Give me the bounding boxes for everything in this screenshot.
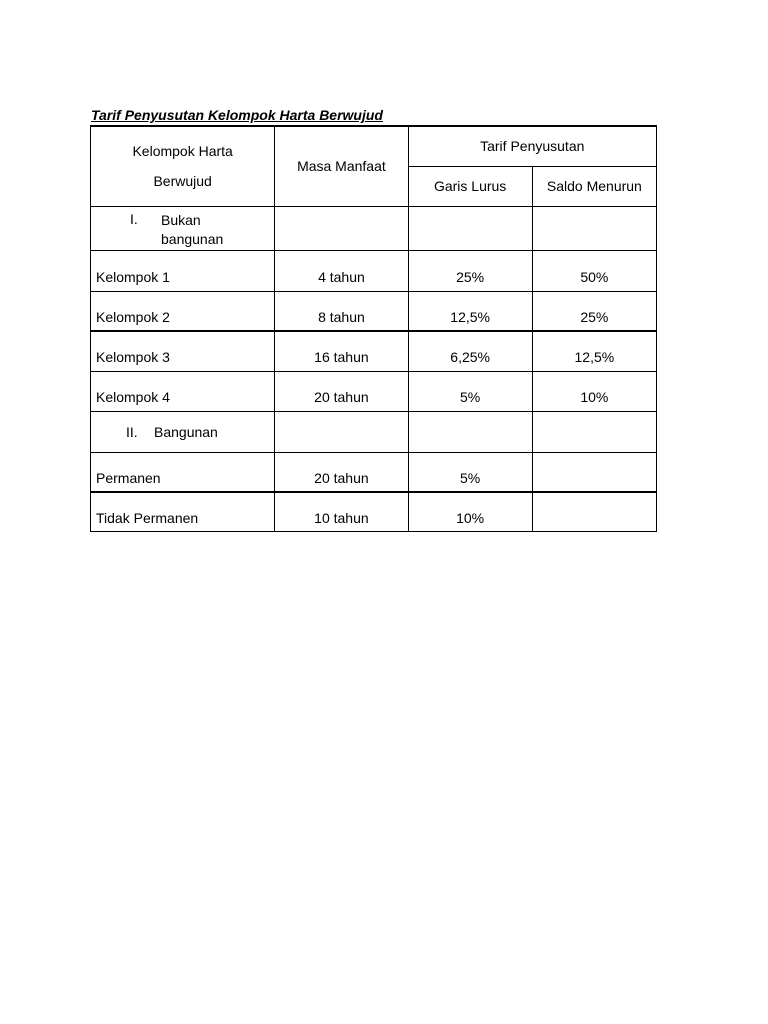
declining-cell <box>532 452 656 492</box>
header-useful-life: Masa Manfaat <box>275 126 408 206</box>
header-row-1 <box>91 126 657 166</box>
declining-cell: 50% <box>532 250 656 291</box>
header-declining-balance: Saldo Menurun <box>532 166 656 206</box>
straight-cell: 10% <box>408 492 532 531</box>
section1-label-line2: bangunan <box>161 230 224 247</box>
life-cell: 4 tahun <box>275 250 408 291</box>
section1-label-line1: Bukan <box>161 211 201 228</box>
section2-label: Bangunan <box>154 423 218 440</box>
life-cell: 20 tahun <box>275 452 408 492</box>
table-row <box>91 250 657 291</box>
header-straight-line: Garis Lurus <box>408 166 532 206</box>
straight-cell: 5% <box>408 452 532 492</box>
group-cell: Kelompok 3 <box>91 331 275 371</box>
life-cell: 8 tahun <box>275 291 408 331</box>
header-group-cell <box>91 126 275 206</box>
life-cell: 16 tahun <box>275 331 408 371</box>
header-rate: Tarif Penyusutan <box>408 126 656 166</box>
section2-number: II. <box>126 423 138 440</box>
section1-number: I. <box>130 210 138 227</box>
declining-cell: 25% <box>532 291 656 331</box>
group-cell: Kelompok 4 <box>91 371 275 411</box>
group-cell: Kelompok 1 <box>91 250 275 291</box>
table-row <box>91 291 657 331</box>
table-row <box>91 371 657 411</box>
section1-cell <box>91 206 275 250</box>
declining-cell <box>532 492 656 531</box>
straight-cell: 12,5% <box>408 291 532 331</box>
empty-cell <box>408 206 532 250</box>
group-cell: Kelompok 2 <box>91 291 275 331</box>
straight-cell: 25% <box>408 250 532 291</box>
group-cell: Tidak Permanen <box>91 492 275 531</box>
section2-cell <box>91 411 275 452</box>
empty-cell <box>408 411 532 452</box>
empty-cell <box>275 206 408 250</box>
table-row <box>91 331 657 371</box>
empty-cell <box>532 411 656 452</box>
depreciation-table <box>90 125 657 532</box>
section-row-2 <box>91 411 657 452</box>
straight-cell: 6,25% <box>408 331 532 371</box>
document-title: Tarif Penyusutan Kelompok Harta Berwujud <box>91 107 383 123</box>
table-row <box>91 492 657 531</box>
table-row <box>91 452 657 492</box>
header-group-line1: Kelompok Harta <box>132 143 233 160</box>
declining-cell: 10% <box>532 371 656 411</box>
declining-cell: 12,5% <box>532 331 656 371</box>
section-row-1 <box>91 206 657 250</box>
group-cell: Permanen <box>91 452 275 492</box>
straight-cell: 5% <box>408 371 532 411</box>
empty-cell <box>275 411 408 452</box>
life-cell: 10 tahun <box>275 492 408 531</box>
life-cell: 20 tahun <box>275 371 408 411</box>
empty-cell <box>532 206 656 250</box>
header-group-line2: Berwujud <box>153 173 212 190</box>
